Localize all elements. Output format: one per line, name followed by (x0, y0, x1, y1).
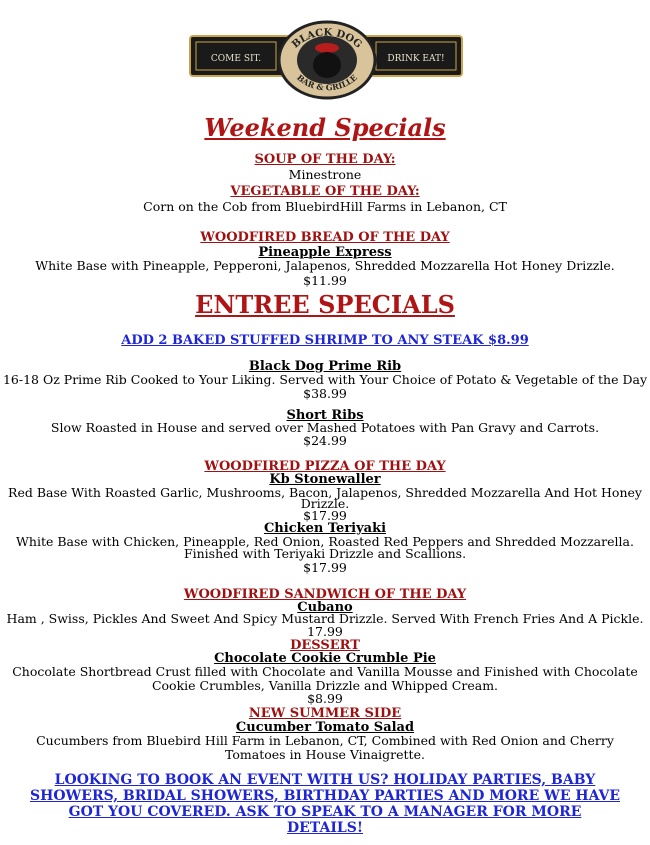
prime-rib-desc: 16-18 Oz Prime Rib Cooked to Your Liking. Served with Your Choice of Potato & Vegetable of the Day (2, 372, 648, 387)
pizza-item-name: Kb Stonewaller (269, 472, 381, 487)
bread-price: $11.99 (303, 273, 347, 288)
bread-header: WOODFIRED BREAD OF THE DAY (200, 230, 450, 245)
dessert-desc: Cookie Crumbles, Vanilla Drizzle and Whipped Cream. (151, 678, 499, 693)
logo-arc-bottom: BAR & GRILLE (295, 72, 359, 93)
dessert-header: DESSERT (290, 638, 360, 653)
logo-right-text: DRINK EAT! (387, 54, 445, 64)
sandwich-header: WOODFIRED SANDWICH OF THE DAY (183, 587, 467, 602)
soup-header: SOUP OF THE DAY: (254, 152, 396, 167)
summer-side-header: NEW SUMMER SIDE (248, 706, 402, 721)
bread-desc: White Base with Pineapple, Pepperoni, Jalapenos, Shredded Mozzarella Hot Honey Drizzle. (35, 258, 615, 273)
vegetable-header: VEGETABLE OF THE DAY: (230, 184, 420, 199)
dessert-name: Chocolate Cookie Crumble Pie (214, 651, 436, 666)
bread-name: Pineapple Express (258, 245, 392, 260)
footer-line: SHOWERS, BRIDAL SHOWERS, BIRTHDAY PARTIES AND MORE WE HAVE (30, 788, 620, 804)
shrimp-promo-link[interactable]: ADD 2 BAKED STUFFED SHRIMP TO ANY STEAK $8.99 (121, 333, 529, 348)
pizza-item-price: $17.99 (303, 560, 347, 575)
logo-left-text: COME SIT. (210, 54, 262, 64)
pizza-header: WOODFIRED PIZZA OF THE DAY (204, 459, 446, 474)
summer-side-desc: Tomatoes in House Vinaigrette. (225, 747, 425, 762)
pizza-item-desc: Red Base With Roasted Garlic, Mushrooms, Bacon, Jalapenos, Shredded Mozzarella And Hot Honey (8, 485, 642, 500)
event-booking-notice[interactable] (30, 772, 620, 836)
entree-title: ENTREE SPECIALS (195, 290, 455, 319)
sandwich-name: Cubano (297, 600, 353, 615)
dessert-desc: Chocolate Shortbread Crust filled with Chocolate and Vanilla Mousse and Finished with Chocolate (12, 664, 638, 679)
footer-line: LOOKING TO BOOK AN EVENT WITH US? HOLIDAY PARTIES, BABY (54, 772, 596, 788)
prime-rib-price: $38.99 (303, 386, 347, 401)
vegetable-text: Corn on the Cob from BluebirdHill Farms in Lebanon, CT (143, 199, 507, 214)
pizza-item-desc: White Base with Chicken, Pineapple, Red Onion, Roasted Red Peppers and Shredded Mozzarella. (16, 534, 634, 549)
dessert-price: $8.99 (307, 691, 343, 706)
pizza-item-desc: Drizzle. (300, 496, 350, 511)
page-title: Weekend Specials (204, 113, 446, 142)
soup-text: Minestrone (288, 167, 362, 182)
summer-side-name: Cucumber Tomato Salad (235, 720, 415, 735)
black-dog-logo (188, 20, 464, 100)
short-ribs-name: Short Ribs (286, 408, 364, 423)
sandwich-desc: Ham , Swiss, Pickles And Sweet And Spicy Mustard Drizzle. Served With French Fries And A Pickle. (6, 611, 644, 626)
summer-side-desc: Cucumbers from Bluebird Hill Farm in Lebanon, CT, Combined with Red Onion and Cherry (36, 733, 614, 748)
short-ribs-desc: Slow Roasted in House and served over Mashed Potatoes with Pan Gravy and Carrots. (50, 420, 600, 435)
footer-line: GOT YOU COVERED. ASK TO SPEAK TO A MANAGER FOR MORE DETAILS! (68, 804, 582, 836)
prime-rib-name: Black Dog Prime Rib (248, 359, 402, 374)
pizza-item-price: $17.99 (303, 508, 347, 523)
sandwich-price: 17.99 (307, 624, 343, 639)
logo-arc-top: BLACK DOG (290, 27, 364, 51)
pizza-item-name: Chicken Teriyaki (263, 521, 387, 536)
pizza-item-desc: Finished with Teriyaki Drizzle and Scallions. (183, 546, 467, 561)
short-ribs-price: $24.99 (303, 433, 347, 448)
